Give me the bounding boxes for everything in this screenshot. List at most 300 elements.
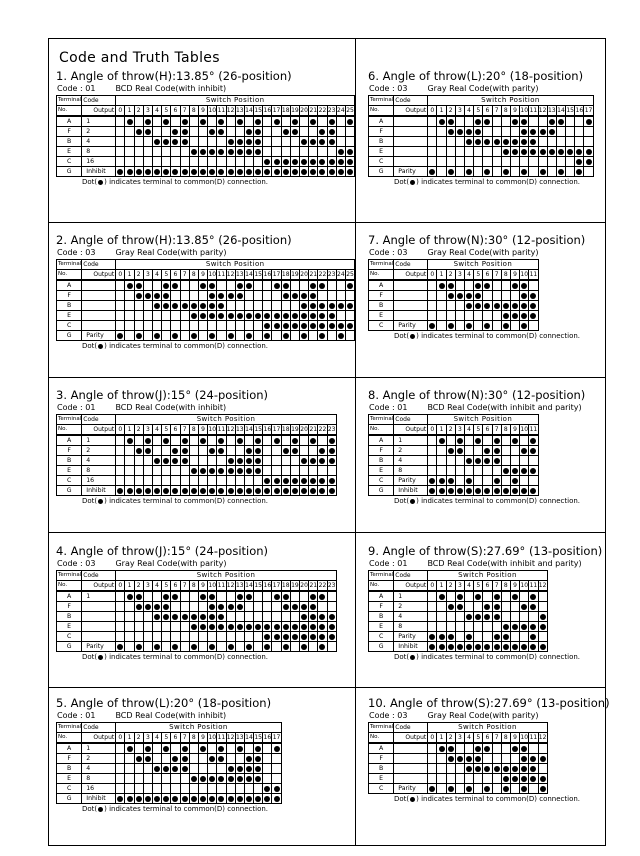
position-number: 0: [428, 581, 437, 592]
connection-dot: [319, 624, 325, 630]
position-number: 4: [153, 106, 162, 117]
switch-cell: [501, 764, 510, 774]
position-number: 7: [492, 733, 501, 744]
connection-dot: [237, 594, 243, 600]
switch-cell: [244, 743, 253, 754]
switch-cell: [116, 331, 125, 341]
terminal-letter: C: [57, 476, 82, 486]
connection-dot: [319, 488, 325, 494]
connection-dot: [329, 448, 335, 454]
position-number: 7: [180, 425, 189, 436]
switch-cell: [501, 591, 510, 602]
position-number: 0: [116, 425, 125, 436]
switch-cell: [235, 632, 244, 642]
connection-dot: [494, 604, 500, 610]
switch-cell: [520, 446, 529, 456]
connection-dot: [255, 766, 261, 772]
switch-cell: [290, 622, 299, 632]
switch-cell: [575, 116, 584, 127]
connection-dot: [255, 129, 261, 135]
switch-cell: [244, 116, 253, 127]
switch-cell: [281, 127, 290, 137]
switch-cell: [134, 321, 143, 331]
switch-cell: [162, 147, 171, 157]
switch-cell: [556, 127, 565, 137]
terminal-row: [369, 280, 539, 291]
switch-cell: [254, 466, 263, 476]
switch-cell: [529, 486, 538, 496]
header-row: [57, 260, 355, 270]
connection-dot: [218, 169, 224, 175]
connection-dot: [319, 139, 325, 145]
code-line: [57, 558, 337, 569]
switch-cell: [345, 280, 354, 291]
connection-dot: [521, 776, 527, 782]
switch-cell: [208, 280, 217, 291]
position-number: 1: [437, 106, 446, 117]
switch-cell: [556, 137, 565, 147]
switch-cell: [208, 446, 217, 456]
position-number: 0: [116, 733, 125, 744]
position-number: 1: [437, 581, 446, 592]
code-output: [394, 280, 428, 291]
switch-cell: [510, 456, 519, 466]
switch-cell: [483, 591, 492, 602]
switch-cell: [171, 602, 180, 612]
switch-cell: [189, 321, 198, 331]
switch-cell: [455, 784, 464, 794]
connection-dot: [283, 159, 289, 165]
connection-dot: [237, 468, 243, 474]
code-number: Code : 01: [57, 84, 96, 93]
switch-cell: [428, 632, 437, 642]
switch-cell: [134, 157, 143, 167]
position-number: 19: [291, 582, 299, 589]
switch-cell: [263, 622, 272, 632]
switch-cell: [263, 280, 272, 291]
header-switch-position: Switch Position: [428, 571, 547, 581]
switch-cell: [143, 642, 152, 652]
header-output: Output: [394, 733, 428, 744]
position-number: 0: [116, 106, 125, 117]
position-number: 12: [226, 734, 235, 741]
connection-dot: [475, 614, 481, 620]
connection-dot: [576, 159, 582, 165]
switch-cell: [235, 167, 244, 177]
position-number: 6: [171, 733, 180, 744]
connection-dot: [475, 283, 481, 289]
switch-cell: [492, 456, 501, 466]
switch-cell: [143, 476, 152, 486]
switch-cell: [309, 435, 318, 446]
connection-dot: [540, 756, 546, 762]
switch-cell: [290, 632, 299, 642]
position-row: [57, 106, 355, 117]
switch-cell: [208, 612, 217, 622]
switch-cell: [300, 486, 309, 496]
switch-cell: [437, 116, 446, 127]
connection-dot: [329, 323, 335, 329]
code-output: 1: [394, 435, 428, 446]
connection-dot: [521, 644, 527, 650]
position-row: [57, 733, 282, 744]
position-number: 6: [483, 733, 492, 744]
connection-dot: [310, 169, 316, 175]
switch-cell: [153, 466, 162, 476]
connection-dot: [319, 129, 325, 135]
switch-cell: [474, 754, 483, 764]
terminal-letter: F: [57, 127, 82, 137]
switch-cell: [189, 466, 198, 476]
switch-cell: [483, 280, 492, 291]
switch-cell: [510, 486, 519, 496]
connection-dot: [237, 766, 243, 772]
switch-cell: [474, 116, 483, 127]
connection-dot: [503, 644, 509, 650]
switch-cell: [318, 301, 327, 311]
connection-dot: [329, 634, 335, 640]
code-line: [369, 558, 602, 569]
terminal-letter: E: [57, 466, 82, 476]
switch-cell: [143, 794, 152, 804]
position-number: 14: [245, 107, 253, 114]
switch-cell: [171, 435, 180, 446]
switch-cell: [254, 127, 263, 137]
switch-cell: [153, 774, 162, 784]
switch-cell: [208, 632, 217, 642]
connection-dot: [530, 624, 536, 630]
terminal-letter: A: [369, 435, 394, 446]
code-number: Code : 01: [369, 559, 408, 568]
switch-cell: [465, 311, 474, 321]
switch-cell: [125, 280, 134, 291]
connection-dot: [209, 313, 215, 319]
switch-cell: [153, 147, 162, 157]
switch-cell: [226, 591, 235, 602]
connection-dot: [218, 746, 224, 752]
connection-dot: [329, 438, 335, 444]
switch-cell: [162, 446, 171, 456]
switch-cell: [226, 622, 235, 632]
connection-dot: [117, 169, 123, 175]
code-line: [57, 402, 337, 413]
connection-dot: [521, 139, 527, 145]
switch-cell: [538, 764, 547, 774]
connection-dot: [136, 488, 142, 494]
switch-cell: [226, 167, 235, 177]
connection-dot: [292, 293, 298, 299]
connection-dot: [274, 746, 280, 752]
code-output: 16: [82, 784, 116, 794]
position-number: 5: [162, 270, 171, 281]
connection-dot: [209, 644, 215, 650]
terminal-row: [57, 602, 337, 612]
connection-dot: [255, 139, 261, 145]
switch-cell: [529, 612, 538, 622]
switch-cell: [217, 321, 226, 331]
terminal-letter: F: [369, 127, 394, 137]
truth-table: [368, 259, 539, 331]
switch-cell: [235, 127, 244, 137]
connection-dot: [466, 614, 472, 620]
connection-dot: [439, 488, 445, 494]
switch-cell: [189, 446, 198, 456]
position-number: 7: [180, 733, 189, 744]
position-number: 11: [529, 271, 538, 278]
connection-dot: [163, 746, 169, 752]
switch-cell: [566, 147, 575, 157]
connection-dot: [347, 303, 353, 309]
switch-cell: [474, 632, 483, 642]
terminal-row: [57, 311, 355, 321]
position-number: 8: [501, 581, 510, 592]
position-number: 1: [125, 733, 134, 744]
switch-cell: [483, 137, 492, 147]
connection-dot: [494, 139, 500, 145]
switch-cell: [281, 476, 290, 486]
connection-dot: [484, 119, 490, 125]
section-title: 5. Angle of throw(L):20° (18-position): [56, 696, 272, 710]
code-output: [394, 137, 428, 147]
switch-cell: [300, 280, 309, 291]
switch-cell: [189, 622, 198, 632]
switch-cell: [254, 642, 263, 652]
connection-dot: [530, 634, 536, 640]
connection-dot: [209, 149, 215, 155]
terminal-row: [369, 784, 548, 794]
switch-cell: [584, 127, 593, 137]
connection-dot: [310, 634, 316, 640]
switch-cell: [235, 280, 244, 291]
switch-cell: [529, 602, 538, 612]
switch-cell: [217, 116, 226, 127]
switch-cell: [492, 476, 501, 486]
connection-dot: [466, 139, 472, 145]
position-number: 6: [483, 581, 492, 592]
switch-cell: [501, 157, 510, 167]
terminal-letter: B: [57, 456, 82, 466]
switch-cell: [217, 591, 226, 602]
switch-cell: [125, 311, 134, 321]
terminal-letter: C: [57, 632, 82, 642]
switch-cell: [327, 331, 336, 341]
connection-dot: [255, 488, 261, 494]
switch-cell: [272, 466, 281, 476]
header-code: Code: [394, 260, 428, 270]
terminal-row: [369, 642, 548, 652]
connection-dot: [301, 323, 307, 329]
terminal-letter: C: [57, 157, 82, 167]
switch-cell: [483, 486, 492, 496]
switch-cell: [162, 486, 171, 496]
switch-cell: [309, 612, 318, 622]
code-number: Code : 03: [369, 711, 408, 720]
switch-cell: [290, 591, 299, 602]
switch-cell: [437, 612, 446, 622]
connection-dot: [136, 756, 142, 762]
switch-cell: [290, 167, 299, 177]
connection-dot: [292, 129, 298, 135]
switch-cell: [510, 446, 519, 456]
position-number: 14: [245, 734, 253, 741]
connection-dot: [329, 303, 335, 309]
connection-dot: [475, 293, 481, 299]
connection-dot: [172, 129, 178, 135]
terminal-row: [369, 167, 594, 177]
connection-dot: [466, 644, 472, 650]
switch-cell: [529, 446, 538, 456]
terminal-row: [369, 311, 539, 321]
connection-dot: [136, 448, 142, 454]
switch-cell: [455, 147, 464, 157]
switch-cell: [217, 622, 226, 632]
switch-cell: [125, 591, 134, 602]
switch-cell: [437, 435, 446, 446]
terminal-row: [369, 774, 548, 784]
position-row: [57, 581, 337, 592]
connection-dot: [347, 149, 353, 155]
page-title: Code and Truth Tables: [59, 50, 220, 66]
switch-cell: [437, 642, 446, 652]
connection-dot: [264, 159, 270, 165]
switch-cell: [538, 612, 547, 622]
switch-cell: [116, 291, 125, 301]
switch-cell: [520, 311, 529, 321]
switch-cell: [217, 476, 226, 486]
connection-dot: [255, 468, 261, 474]
switch-cell: [437, 280, 446, 291]
connection-dot: [338, 303, 344, 309]
connection-dot: [218, 448, 224, 454]
switch-cell: [208, 743, 217, 754]
switch-cell: [336, 291, 345, 301]
switch-cell: [465, 642, 474, 652]
switch-cell: [162, 476, 171, 486]
position-number: 5: [474, 425, 483, 436]
connection-dot: [457, 488, 463, 494]
terminal-letter: F: [57, 446, 82, 456]
connection-dot: [255, 119, 261, 125]
connection-dot: [530, 438, 536, 444]
connection-dot: [503, 139, 509, 145]
switch-cell: [125, 116, 134, 127]
position-number: 11: [529, 734, 538, 741]
connection-dot: [329, 119, 335, 125]
code-table-section: [368, 388, 585, 505]
switch-cell: [300, 127, 309, 137]
position-number: 23: [327, 271, 336, 278]
switch-cell: [345, 147, 354, 157]
switch-cell: [501, 774, 510, 784]
position-number: 12: [226, 426, 235, 433]
switch-cell: [180, 331, 189, 341]
position-number: 7: [180, 581, 189, 592]
switch-cell: [575, 127, 584, 137]
switch-cell: [428, 642, 437, 652]
connection-dot: [218, 614, 224, 620]
connection-dot: [512, 313, 518, 319]
switch-cell: [198, 612, 207, 622]
switch-cell: [290, 331, 299, 341]
switch-cell: [198, 754, 207, 764]
connection-dot: [503, 624, 509, 630]
code-output: 8: [394, 466, 428, 476]
switch-cell: [153, 331, 162, 341]
switch-cell: [446, 301, 455, 311]
switch-cell: [162, 311, 171, 321]
switch-cell: [318, 311, 327, 321]
position-number: 15: [254, 107, 262, 114]
terminal-letter: C: [369, 321, 394, 331]
position-number: 4: [153, 270, 162, 281]
position-number: 8: [189, 581, 198, 592]
connection-dot: [136, 604, 142, 610]
switch-cell: [116, 446, 125, 456]
terminal-letter: B: [369, 301, 394, 311]
switch-cell: [180, 642, 189, 652]
connection-dot: [448, 169, 454, 175]
switch-cell: [171, 466, 180, 476]
connection-dot: [540, 129, 546, 135]
switch-cell: [208, 127, 217, 137]
switch-cell: [520, 764, 529, 774]
code-description: BCD Real Code(with inhibit): [115, 403, 227, 412]
switch-cell: [244, 157, 253, 167]
position-number: 21: [309, 582, 318, 589]
section-title: 7. Angle of throw(N):30° (12-position): [368, 233, 586, 247]
code-output: Parity: [394, 784, 428, 794]
code-description: BCD Real Code(with inhibit): [115, 84, 227, 93]
switch-cell: [189, 137, 198, 147]
position-number: 7: [180, 270, 189, 281]
switch-cell: [483, 147, 492, 157]
connection-dot: [319, 458, 325, 464]
terminal-letter: B: [57, 137, 82, 147]
switch-cell: [153, 167, 162, 177]
switch-cell: [529, 764, 538, 774]
switch-cell: [217, 331, 226, 341]
switch-cell: [263, 612, 272, 622]
connection-dot: [246, 169, 252, 175]
note-suffix: ) indicates terminal to common(D) connection.: [416, 795, 581, 803]
code-number: Code : 01: [57, 711, 96, 720]
terminal-letter: F: [57, 291, 82, 301]
switch-cell: [171, 167, 180, 177]
switch-cell: [501, 435, 510, 446]
switch-cell: [272, 321, 281, 331]
switch-cell: [162, 116, 171, 127]
switch-cell: [501, 486, 510, 496]
connection-dot: [283, 644, 289, 650]
switch-cell: [492, 435, 501, 446]
switch-cell: [428, 476, 437, 486]
connection-dot: [264, 786, 270, 792]
switch-cell: [263, 754, 272, 764]
connection-dot: [237, 119, 243, 125]
switch-cell: [309, 127, 318, 137]
switch-cell: [226, 794, 235, 804]
switch-cell: [300, 311, 309, 321]
connection-dot: [475, 488, 481, 494]
switch-cell: [263, 794, 272, 804]
connection-dot: [209, 468, 215, 474]
switch-cell: [575, 157, 584, 167]
switch-cell: [437, 147, 446, 157]
switch-cell: [244, 794, 253, 804]
switch-cell: [474, 612, 483, 622]
switch-cell: [510, 291, 519, 301]
terminal-letter: F: [369, 602, 394, 612]
